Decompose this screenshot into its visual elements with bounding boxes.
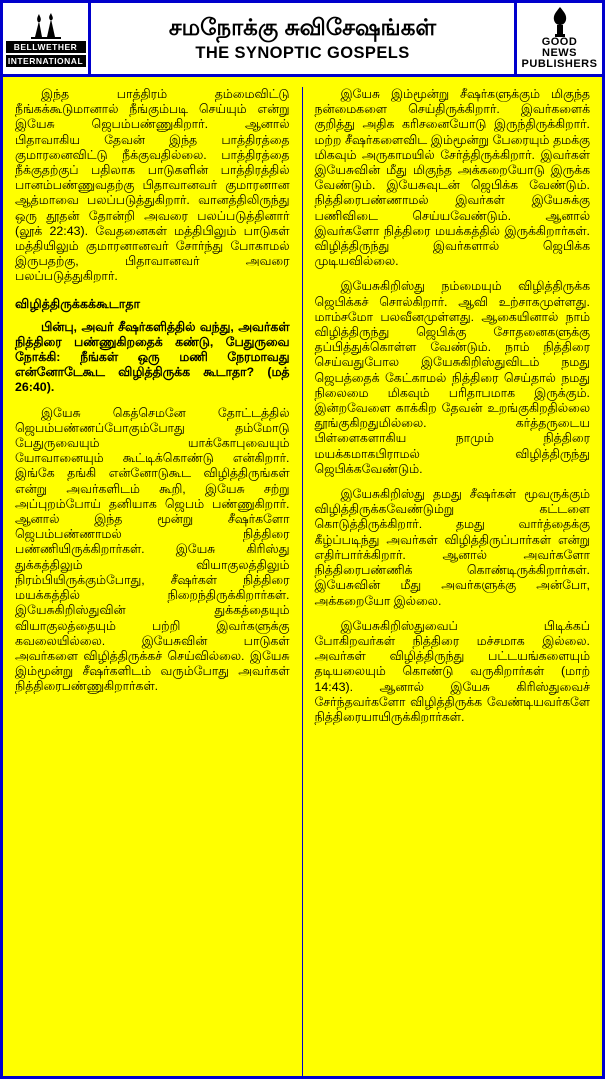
torch-icon — [545, 7, 575, 37]
paragraph: இயேசு கெத்செமனே தோட்டத்தில் ஜெபம்பண்ணப்போகும்போது தம்மோடு பேதுருவையும் யாக்கோபுவையும் யோவானையும் கூட்டிக்கொண்டு என்கிறார். இங்கே தங்கி என்னோடுகூட விழித்திருங்கள் என்று அவர்களிடம் கூறி, இயேசு சற்று அப்புறம்போய் தனியாக ஜெபம் பண்ணுகிறார். ஆனால் இந்த மூன்று சீஷர்களோ ஜெபம்பண்ணாமல் நித்திரை பண்ணியிருக்கிறார்கள். இயேசு கிரிஸ்து துக்கத்திலும் வியாகுலத்திலும் நிரம்பியிருக்கும்போது, சீஷர்கள் நித்திரை மயக்கத்தில் நிறைந்திருக்கிறார்கள். இயேசுகிறிஸ்துவின் துக்கத்தையும் வியாகுலத்தையும் பற்றி இவர்களுக்கு கவலையில்லை. இயேசுவின் பாடுகள் அவர்களை விழித்திருக்கச் செய்வில்லை. இயேசு இம்மூன்று சீஷர்களிடம் வரும்போது அவர்கள் நித்திரைபண்ணுகிறார்கள். — [15, 405, 290, 694]
torch-emblem-icon — [26, 12, 66, 40]
bellwether-label-line1: BELLWETHER — [6, 41, 86, 53]
good-news-label-line3: PUBLISHERS — [521, 58, 598, 70]
section-heading: விழித்திருக்கக்கூடாதா — [15, 296, 141, 311]
page-body — [3, 77, 602, 1076]
title-block — [91, 3, 514, 74]
good-news-label-line1: GOOD — [541, 36, 578, 48]
scripture-quote: பின்பு, அவர் சீஷர்களித்தில் வந்து, அவர்கள் நித்திரை பண்ணுகிறதைக் கண்டு, பேதுருவை நோக்கி: நீங்கள் ஒரு மணி நேரமாவது என்னோடேகூட விழித்திருக்க கூடாதா? (மத் 26:40). — [15, 319, 290, 395]
right-column — [303, 87, 603, 1076]
paragraph: இந்த பாத்திரம் தம்மைவிட்டு நீங்கக்கூடுமானால் நீங்கும்படி செய்யும் என்று இயேசு ஜெபம்பண்ணுகிறார். ஆனால் பிதாவாகிய தேவன் இந்த பாத்திரத்தை குமாரனைவிட்டு நீக்குவதில்லை. பாத்திரத்தை நீக்குதற்குப் பதிலாக பாடுகளின் பாத்திரத்தில் பானம்பண்ணுவதற்கு பிதாவானவர் குமாரனான ஆத்மாவை பலப்படுத்துகிறார். வானத்திலிருந்து ஒரு தூதன் தோன்றி அவரை பலப்படுத்தினார் (லூக் 22:43). வேதனைகள் மத்திபிலும் பாடுகள் மத்தியிலும் குமாரனானவர் சோர்ந்து போகாமல் இருபதற்கு, பிதாவானவர் அவரை பலப்படுத்துகிறார். — [15, 87, 290, 284]
bellwether-international-logo — [3, 3, 91, 74]
paragraph: இயேசுகிறிஸ்து தமது சீஷர்கள் மூவருக்கும் விழித்திருக்கவேண்டும்று கட்டளை கொடுத்திருக்கிறார். தமது வார்த்தைக்கு கீழ்ப்படிந்து அவர்கள் விழித்திருப்பார்கள் என்று எதிர்பார்க்கிறார். ஆனால் அவர்களோ நித்திரைபண்ணிக் கொண்டிருக்கிறார்கள். இயேசுவின் மீது அவர்களுக்கு அன்போ, அக்கறையோ இல்லை. — [314, 487, 590, 608]
paragraph: இயேசுகிறிஸ்து நம்மையும் விழித்திருக்க ஜெபிக்கச் சொல்கிறார். ஆவி உற்சாகமுள்ளது. மாம்சமோ பலவீனமுள்ளது. ஆகையினால் நாம் விழித்திருந்து ஜெபிக்கு சோதனைகளுக்கு தப்பித்துக்கொள்ள வேண்டும். நாம் நித்திரை செய்வதுபோல இயேசுகிறிஸ்துவிடம் நமது ஜெபத்தைக் கேட்காமல் நித்திரை செய்தால் நமது நிலைமை மிகவும் பரிதாபமாக இருக்கும். இன்றவேளை காக்கிற தேவன் உறங்குகிறதில்லை தூங்குகிறதுமில்லை. கர்த்தருடைய பிள்ளைகளாகிய நாமும் நித்திரை மயக்கமாகபிராமல் விழித்திருந்து ஜெபிக்கவேண்டும். — [314, 279, 590, 476]
page-header — [3, 3, 602, 77]
page-title-tamil: சமநோக்கு சுவிசேஷங்கள் — [168, 14, 437, 40]
good-news-publishers-logo — [514, 3, 602, 74]
good-news-label-line2: NEWS — [542, 47, 577, 59]
page-title-english: THE SYNOPTIC GOSPELS — [195, 44, 410, 62]
bellwether-label-line2: INTERNATIONAL — [6, 55, 86, 67]
paragraph: இயேசுகிறிஸ்துவைப் பிடிக்கப் போகிறவர்கள் நித்திரை மச்சமாக இல்லை. அவர்கள் விழித்திருந்து பட்டயங்களையும் தடியலையும் கொண்டு வருகிறார்கள் (மாற் 14:43). ஆனால் இயேசு கிரிஸ்துவைச் சேர்ந்தவர்களோ விழித்திருக்க வேண்டியவர்களே நித்திரையாயிருக்கிறார்கள். — [314, 618, 590, 724]
paragraph: இயேசு இம்மூன்று சீஷர்களுக்கும் மிகுந்த நன்மைகளை செய்திருக்கிறார். இவர்களைக் குறித்து அதிக கரிசனையோடு இருந்திருக்கிறார். மற்ற சீஷர்களைவிட இம்மூன்று பேரையும் தமக்கு மிகவும் அருகாமயில் சேர்த்திருக்கிறார். இவர்கள் இயேசுவின் மீது மிகுந்த அக்கறையோடு இருக்க வேண்டும். இயேசுவுடன் ஜெபிக்க வேண்டும். நித்திரைபண்ணாமல் இவர்கள் இயேசுக்கு பணிவிடை செய்யவேண்டும். ஆனால் இவர்களோ நித்திரை மயக்கத்தில் இருக்கிறார்கள். விழித்திருந்து இவர்களால் ஜெபிக்க முடியவில்லை. — [314, 87, 590, 269]
left-column — [3, 87, 303, 1076]
